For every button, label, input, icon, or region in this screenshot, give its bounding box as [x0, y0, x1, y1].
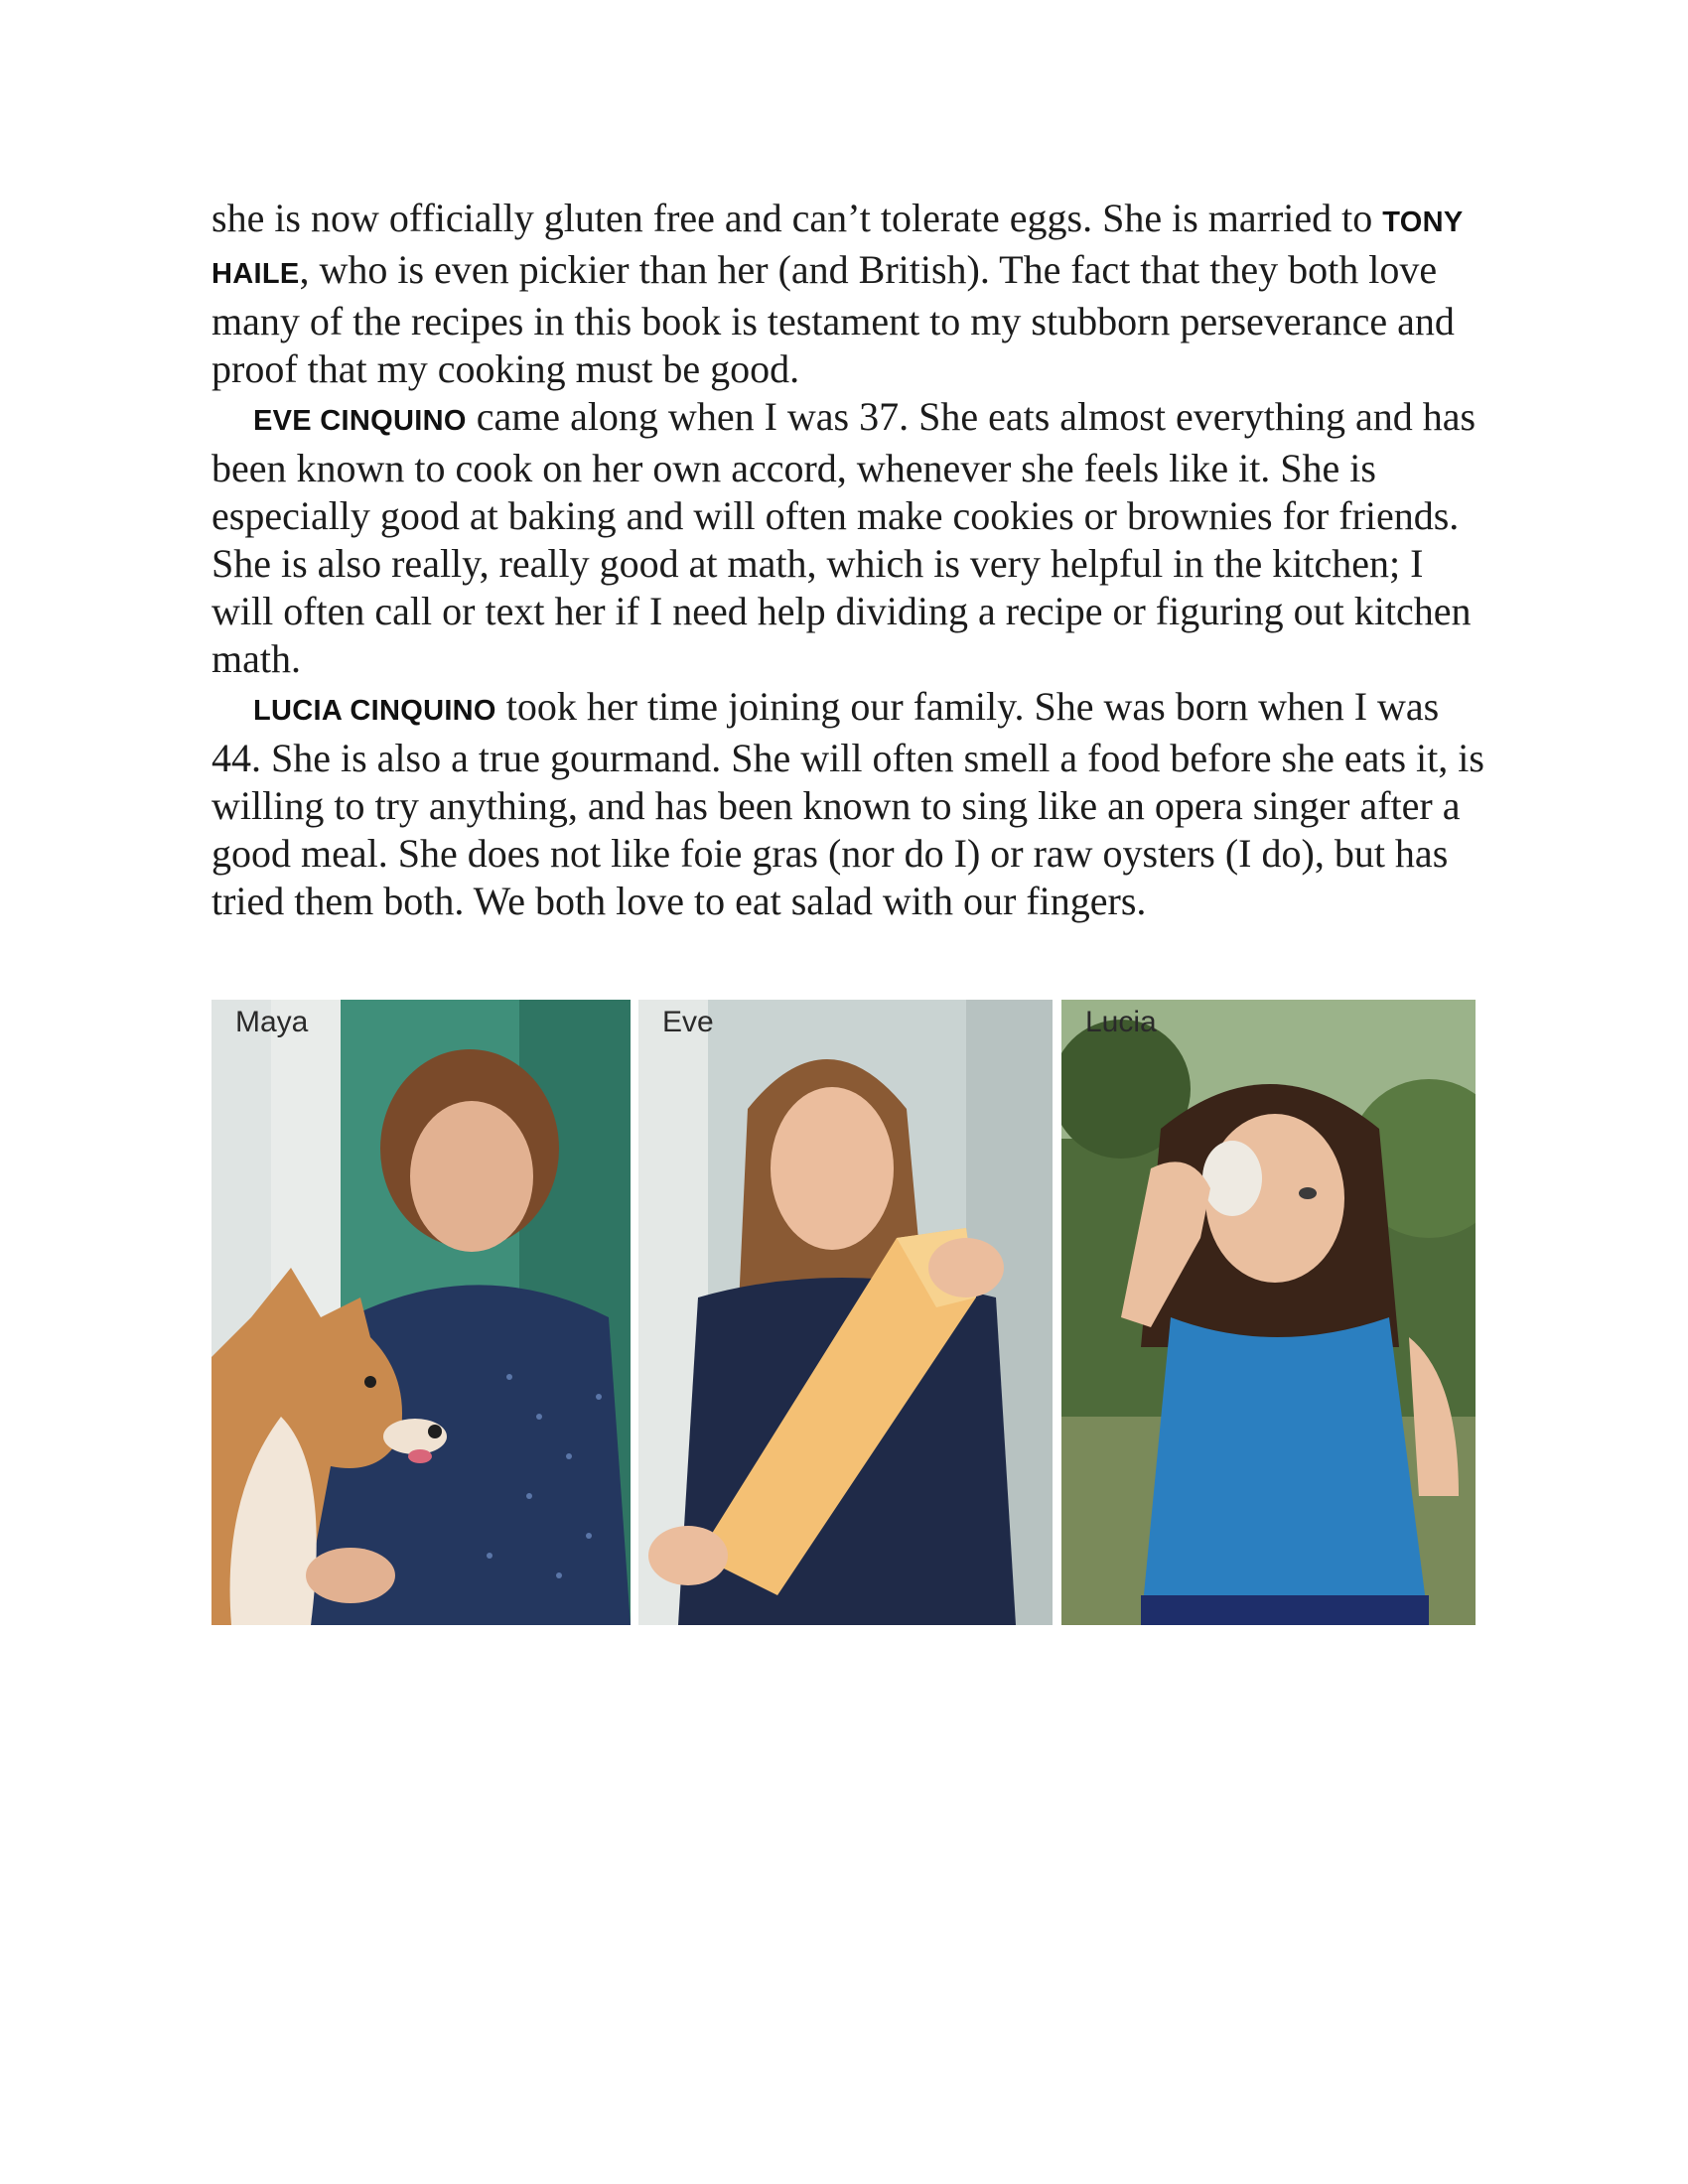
person-name-eve: EVE CINQUINO [253, 405, 467, 437]
paragraph-tony [211, 195, 1492, 393]
paragraph-text: , who is even pickier than her (and British). The fact that they both love many of the recipes in this book is testament to my stubborn perseverance and proof that my cooking must be good. [211, 247, 1455, 391]
photo-eve [638, 1000, 1053, 1625]
person-name-lucia: LUCIA CINQUINO [253, 695, 496, 727]
photo-label-lucia: Lucia [1085, 1006, 1157, 1038]
person-name-tony: TONY HAILE [211, 206, 1463, 290]
paragraph-text: she is now officially gluten free and can’t tolerate eggs. She is married to [211, 196, 1383, 240]
photo-lucia-illustration [1061, 1000, 1476, 1625]
paragraph-text: came along when I was 37. She eats almost everything and has been known to cook on her own accord, whenever she feels like it. She is especially good at baking and will often make cookies or brownies for friends. She is also really, really good at math, which is very helpful in the kitchen; I will often call or text her if I need help dividing a recipe or figuring out kitchen math. [211, 394, 1477, 681]
photo-label-eve: Eve [662, 1006, 714, 1038]
photo-label-maya: Maya [235, 1006, 309, 1038]
paragraph-lucia [211, 683, 1492, 925]
body-text [211, 195, 1492, 925]
photo-strip [211, 1000, 1476, 1625]
photo-maya [211, 1000, 631, 1625]
paragraph-eve [211, 393, 1492, 683]
photo-lucia [1061, 1000, 1476, 1625]
photo-maya-illustration [211, 1000, 631, 1625]
paragraph-text: took her time joining our family. She was born when I was 44. She is also a true gourmand. She will often smell a food before she eats it, is willing to try anything, and has been known to sing like an opera singer after a good meal. She does not like foie gras (nor do I) or raw oysters (I do), but has tried them both. We both love to eat salad with our fingers. [211, 684, 1484, 923]
photo-eve-illustration [638, 1000, 1053, 1625]
